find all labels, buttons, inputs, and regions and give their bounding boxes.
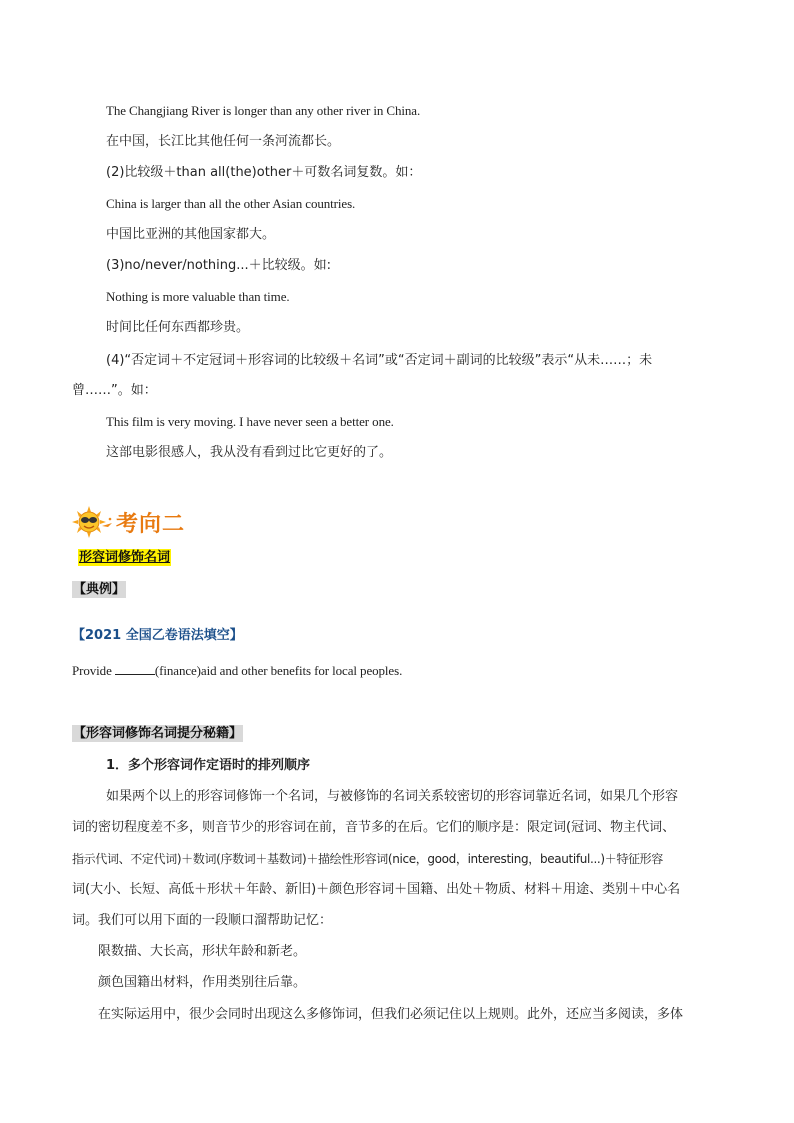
mnemonic-line: 限数描、大长高，形状年龄和新老。: [98, 944, 307, 959]
example-sentence-zh: 在中国，长江比其他任何一条河流都长。: [106, 134, 341, 149]
paragraph-line: 如果两个以上的形容词修饰一个名词，与被修饰的名词关系较密切的形容词靠近名词，如果几个形容: [106, 789, 679, 804]
paragraph-line: 词(大小、长短、高低＋形状＋年龄、新旧)＋颜色形容词＋国籍、出处＋物质、材料＋用途、类别＋中心名: [72, 882, 681, 897]
sun-with-sunglasses-icon: [72, 505, 116, 539]
mnemonic-line: 颜色国籍出材料，作用类别往后靠。: [98, 975, 307, 990]
paragraph-line: 在实际运用中，很少会同时出现这么多修饰词，但我们必须记住以上规则。此外，还应当多阅读，多体: [98, 1007, 684, 1022]
question-text-after: (finance)aid and other benefits for local peoples.: [154, 663, 403, 678]
example-sentence-en: Nothing is more valuable than time.: [106, 289, 290, 304]
rule-3: (3)no/never/nothing...＋比较级。如:: [106, 258, 332, 273]
rule-4-continued: 曾……”。如：: [72, 383, 157, 398]
example-sentence-en: The Changjiang River is longer than any other river in China.: [106, 103, 421, 118]
example-sentence-en: China is larger than all the other Asian countries.: [106, 196, 356, 211]
example-sentence-zh: 时间比任何东西都珍贵。: [106, 320, 250, 335]
section-heading: [72, 505, 185, 539]
rule-2: (2)比较级＋than all(the)other＋可数名词复数。如：: [106, 165, 422, 180]
paragraph-line: 词。我们可以用下面的一段顺口溜帮助记忆：: [72, 913, 333, 928]
fill-in-blank[interactable]: [115, 662, 155, 675]
topic-title: 形容词修饰名词: [79, 550, 171, 565]
tips-tag: 【形容词修饰名词提分秘籍】: [73, 726, 243, 741]
example-tag: 【典例】: [73, 582, 126, 597]
paragraph-line: 词的密切程度差不多，则音节少的形容词在前，音节多的在后。它们的顺序是：限定词(冠词、物主代词、: [72, 820, 676, 835]
question-sentence: [72, 662, 402, 680]
rule-4: (4)“否定词＋不定冠词＋形容词的比较级＋名词”或“否定词＋副词的比较级”表示“从未……；未: [106, 353, 653, 368]
example-sentence-en: This film is very moving. I have never seen a better one.: [106, 414, 394, 429]
subsection-heading: 1．多个形容词作定语时的排列顺序: [106, 758, 311, 773]
example-sentence-zh: 中国比亚洲的其他国家都大。: [106, 227, 276, 242]
paragraph-line: 指示代词、不定代词)＋数词(序数词＋基数词)＋描绘性形容词(nice，good，interesting，beautiful...)＋特征形容: [72, 852, 663, 866]
example-sentence-zh: 这部电影很感人，我从没有看到过比它更好的了。: [106, 445, 393, 460]
exam-source: 【2021 全国乙卷语法填空】: [72, 628, 243, 643]
question-text-before: Provide: [72, 663, 115, 678]
section-title: 考向二: [116, 510, 186, 537]
